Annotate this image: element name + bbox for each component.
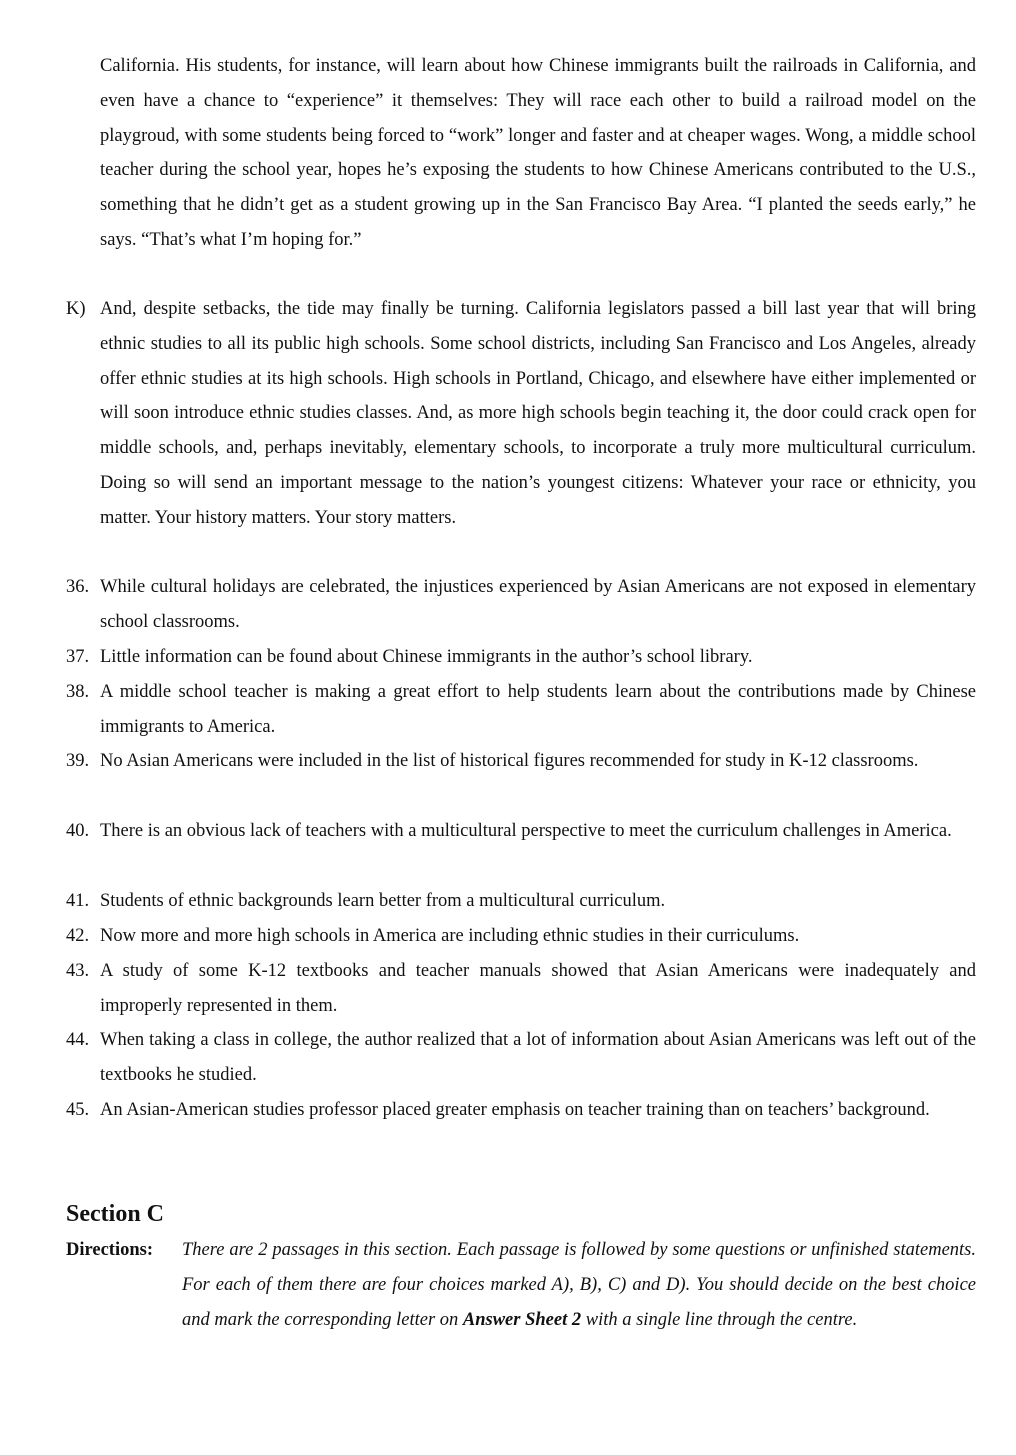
statement-number: 43. [66, 961, 90, 981]
statement-text: An Asian-American studies professor placed greater emphasis on teacher training than on teachers’ background. [100, 1100, 930, 1120]
statement-44 [66, 1023, 976, 1093]
directions [66, 1233, 976, 1337]
statement-45 [66, 1093, 976, 1128]
statement-text: Now more and more high schools in America are including ethnic studies in their curriculums. [100, 926, 800, 946]
statement-37 [66, 640, 976, 675]
directions-text [182, 1233, 976, 1337]
statement-number: 37. [66, 647, 90, 667]
statement-number: 42. [66, 926, 90, 946]
statement-number: 36. [66, 577, 90, 597]
statement-39 [66, 744, 976, 779]
statement-text: Students of ethnic backgrounds learn better from a multicultural curriculum. [100, 891, 666, 911]
statement-number: 45. [66, 1100, 90, 1120]
statement-text: There is an obvious lack of teachers with a multicultural perspective to meet the curriculum challenges in America. [100, 821, 952, 841]
directions-text-part-2: with a single line through the centre. [581, 1309, 858, 1330]
statement-text: When taking a class in college, the author realized that a lot of information about Asian Americans was left out of the textbooks he studied. [100, 1030, 976, 1085]
paragraph-k-label: K) [66, 299, 86, 319]
statement-number: 38. [66, 682, 90, 702]
statement-text: Little information can be found about Chinese immigrants in the author’s school library. [100, 647, 753, 667]
statement-text: A study of some K-12 textbooks and teacher manuals showed that Asian Americans were inadequately and improperly represented in them. [100, 961, 976, 1016]
statement-43 [66, 954, 976, 1024]
directions-label: Directions: [66, 1240, 153, 1260]
paragraph-k-text: And, despite setbacks, the tide may finally be turning. California legislators passed a bill last year that will bring ethnic studies to all its public high schools. Some school districts, including San Francisco and Los Angeles, already offer ethnic studies at its high schools. High schools in Portland, Chicago, and elsewhere have either implemented or will soon introduce ethnic studies classes. And, as more high schools begin teaching it, the door could crack open for middle schools, and, perhaps inevitably, elementary schools, to incorporate a truly more multicultural curriculum. Doing so will send an important message to the nation’s youngest citizens: Whatever your race or ethnicity, you matter. Your history matters. Your story matters. [100, 299, 976, 528]
statement-42 [66, 919, 976, 954]
statement-40 [66, 814, 976, 849]
directions-text-part-1: There are 2 passages in this section. Each passage is followed by some questions or unfinished statements. For each of them there are four choices marked A), B), C) and D). You should decide on the best choice and mark the corresponding letter on [182, 1240, 976, 1330]
continued-paragraph-text: California. His students, for instance, will learn about how Chinese immigrants built the railroads in California, and even have a chance to “experience” it themselves: They will race each other to build a railroad model on the playgroud, with some students being forced to “work” longer and faster and at cheaper wages. Wong, a middle school teacher during the school year, hopes he’s exposing the students to how Chinese Americans contributed to the U.S., something that he didn’t get as a student growing up in the San Francisco Bay Area. “I planted the seeds early,” he says. “That’s what I’m hoping for.” [100, 56, 976, 250]
paragraph-k [66, 292, 976, 536]
section-title: Section C [66, 1201, 164, 1227]
continued-paragraph [66, 49, 976, 258]
statement-38 [66, 675, 976, 745]
answer-sheet-reference: Answer Sheet 2 [462, 1309, 582, 1330]
statement-text: While cultural holidays are celebrated, the injustices experienced by Asian Americans are not exposed in elementary school classrooms. [100, 577, 976, 632]
statement-number: 40. [66, 821, 90, 841]
statement-number: 41. [66, 891, 90, 911]
statement-36 [66, 570, 976, 640]
statement-text: No Asian Americans were included in the list of historical figures recommended for study in K-12 classrooms. [100, 751, 919, 771]
statement-number: 44. [66, 1030, 90, 1050]
statement-41 [66, 884, 976, 919]
statement-text: A middle school teacher is making a great effort to help students learn about the contributions made by Chinese immigrants to America. [100, 682, 976, 737]
statement-number: 39. [66, 751, 90, 771]
